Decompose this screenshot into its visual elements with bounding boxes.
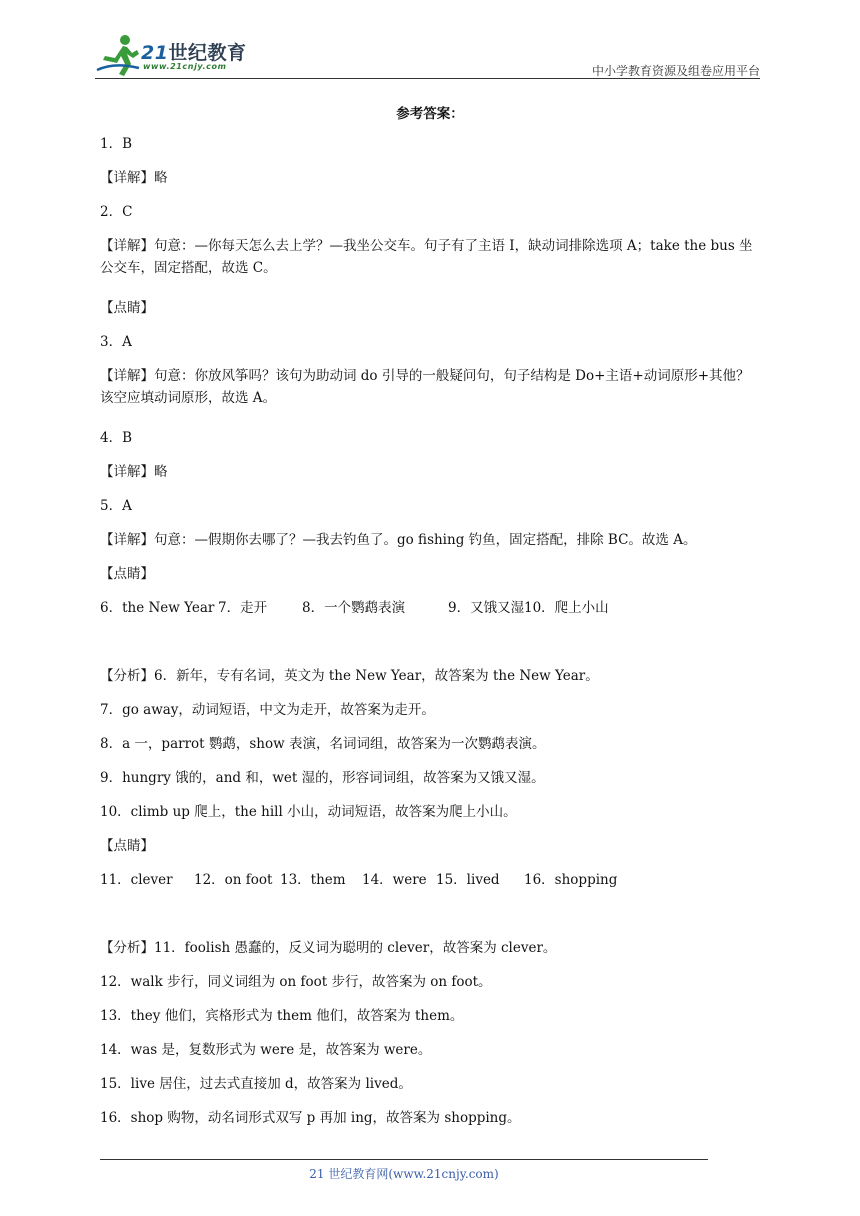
- analysis-line: 【点睛】: [100, 838, 154, 854]
- page-header: [95, 32, 760, 78]
- blank-gap: [100, 625, 762, 659]
- analysis-line: 7．go away，动词短语，中文为走开，故答案为走开。: [100, 702, 435, 718]
- answer-content: [100, 127, 762, 1135]
- blank-gap: [100, 897, 762, 931]
- answer-line: 【点睛】: [100, 566, 154, 582]
- analysis-line: 8．a 一，parrot 鹦鹉，show 表演，名词词组，故答案为一次鹦鹉表演。: [100, 736, 546, 752]
- answer-item: 10．爬上小山: [524, 600, 609, 616]
- analysis-line: 14．was 是，复数形式为 were 是，故答案为 were。: [100, 1042, 432, 1058]
- analysis-line: 16．shop 购物，动名词形式双写 p 再加 ing，故答案为 shopping。: [100, 1110, 521, 1126]
- answers-row-2: [100, 863, 762, 897]
- analysis-line: 15．live 居住，过去式直接加 d，故答案为 lived。: [100, 1076, 412, 1092]
- answer-line: 【详解】句意：你放风筝吗？该句为助动词 do 引导的一般疑问句，句子结构是 Do+主语+动词原形+其他？该空应填动词原形，故选 A。: [100, 368, 750, 406]
- answer-item: 12．on foot: [194, 872, 273, 888]
- runner-logo-icon: [95, 32, 141, 78]
- analysis-line: 9．hungry 饿的，and 和，wet 湿的，形容词词组，故答案为又饿又湿。: [100, 770, 545, 786]
- platform-name: 中小学教育资源及组卷应用平台: [591, 64, 760, 78]
- answer-line: 【详解】略: [100, 464, 168, 480]
- answer-item: 14．were: [362, 872, 427, 888]
- answer-item: 6．the New Year: [100, 600, 215, 616]
- answer-line: 【点睛】: [100, 300, 154, 316]
- footer-divider: [100, 1159, 708, 1160]
- answer-item: 11．clever: [100, 872, 173, 888]
- analysis-line: 【分析】6．新年，专有名词，英文为 the New Year，故答案为 the New Year。: [100, 668, 599, 684]
- answer-line: 【详解】略: [100, 170, 168, 186]
- analysis-line: 【分析】11．foolish 愚蠢的，反义词为聪明的 clever，故答案为 clever。: [100, 940, 557, 956]
- logo-brand: 21世纪教育: [141, 42, 247, 64]
- answer-item: 16．shopping: [524, 872, 618, 888]
- answers-row-1: [100, 591, 762, 625]
- answer-item: 13．them: [280, 872, 346, 888]
- answer-line: 5．A: [100, 498, 132, 514]
- answer-line: 2．C: [100, 204, 133, 220]
- answer-line: 【详解】句意：—你每天怎么去上学？—我坐公交车。句子有了主语 I，缺动词排除选项 A；take the bus 坐公交车，固定搭配，故选 C。: [100, 238, 753, 276]
- analysis-line: 13．they 他们，宾格形式为 them 他们，故答案为 them。: [100, 1008, 464, 1024]
- site-logo: [95, 32, 275, 78]
- answer-line: 3．A: [100, 334, 132, 350]
- answer-line: 1．B: [100, 136, 133, 152]
- analysis-line: 12．walk 步行，同义词组为 on foot 步行，故答案为 on foot。: [100, 974, 492, 990]
- page-title: 参考答案：: [396, 106, 464, 122]
- answer-item: 9．又饿又湿: [448, 600, 525, 616]
- answer-item: 15．lived: [436, 872, 500, 888]
- footer-link[interactable]: 21 世纪教育网(www.21cnjy.com): [309, 1167, 499, 1181]
- answer-line: 【详解】句意：—假期你去哪了？—我去钓鱼了。go fishing 钓鱼，固定搭配，排除 BC。故选 A。: [100, 532, 697, 548]
- logo-url: www.21cnjy.com: [143, 62, 227, 71]
- answer-line: 4．B: [100, 430, 133, 446]
- answer-item: 8．一个鹦鹉表演: [302, 600, 406, 616]
- analysis-line: 10．climb up 爬上，the hill 小山，动词短语，故答案为爬上小山。: [100, 804, 517, 820]
- answer-item: 7．走开: [218, 600, 268, 616]
- header-divider: [95, 78, 760, 79]
